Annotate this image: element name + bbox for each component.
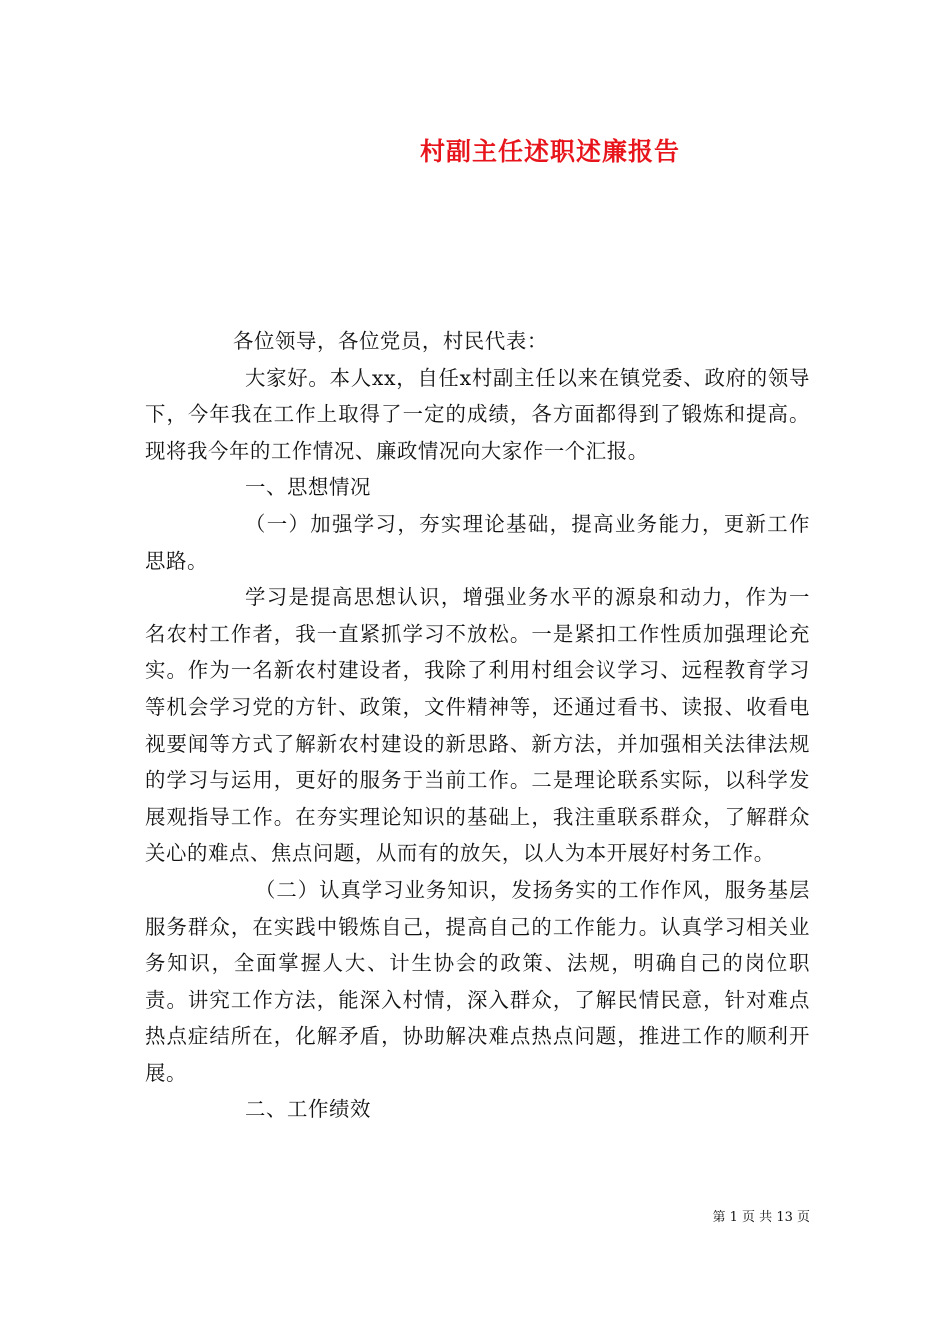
intro-paragraph: 大家好。本人xx，自任x村副主任以来在镇党委、政府的领导下，今年我在工作上取得了一定的成绩，各方面都得到了锻炼和提高。现将我今年的工作情况、廉政情况向大家作一个汇报。 <box>145 365 810 463</box>
document-body <box>145 323 810 1128</box>
page-number: 第 1 页 共 13 页 <box>712 1210 810 1225</box>
subsection-heading-study: （一）加强学习，夯实理论基础，提高业务能力，更新工作思路。 <box>145 511 810 573</box>
business-knowledge-paragraph: （二）认真学习业务知识，发扬务实的工作作风，服务基层服务群众，在实践中锻炼自己，提高自己的工作能力。认真学习相关业务知识，全面掌握人大、计生协会的政策、法规，明确自己的岗位职责。讲究工作方法，能深入村情，深入群众，了解民情民意，针对难点热点症结所在，化解矛盾，协助解决难点热点问题，推进工作的顺利开展。 <box>145 877 810 1085</box>
document-title: 村副主任述职述廉报告 <box>419 137 680 166</box>
greeting-paragraph: 各位领导，各位党员，村民代表： <box>233 329 548 353</box>
section-heading-performance: 二、工作绩效 <box>245 1097 371 1122</box>
section-heading-thoughts: 一、思想情况 <box>245 475 371 500</box>
study-paragraph: 学习是提高思想认识，增强业务水平的源泉和动力，作为一名农村工作者，我一直紧抓学习不放松。一是紧扣工作性质加强理论充实。作为一名新农村建设者，我除了利用村组会议学习、远程教育学习等机会学习党的方针、政策，文件精神等，还通过看书、读报、收看电视要闻等方式了解新农村建设的新思路、新方法，并加强相关法律法规的学习与运用，更好的服务于当前工作。二是理论联系实际，以科学发展观指导工作。在夯实理论知识的基础上，我注重联系群众，了解群众关心的难点、焦点问题，从而有的放矢，以人为本开展好村务工作。 <box>145 585 810 866</box>
